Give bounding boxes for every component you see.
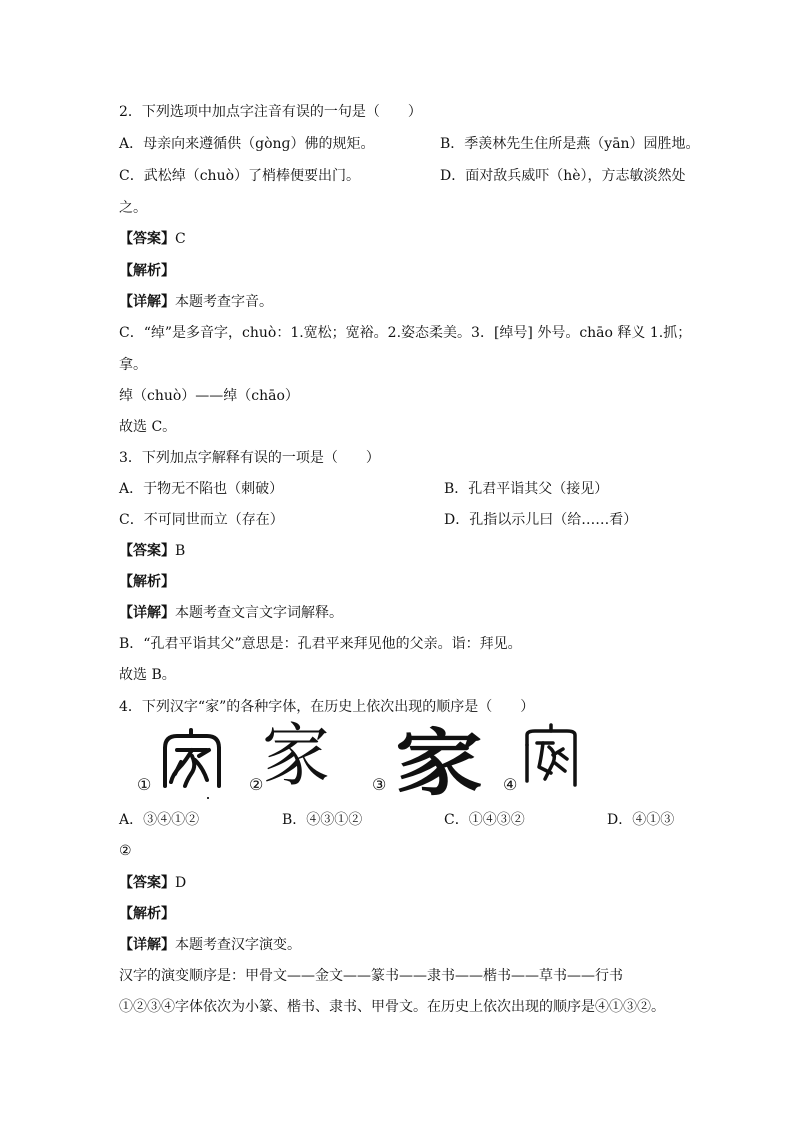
q3-option-c: C．不可同世而立（存在）	[119, 512, 284, 528]
q2-analysis-tag: 【解析】	[119, 263, 175, 279]
answer-tag: 【答案】	[119, 543, 175, 559]
q2-stem: 2．下列选项中加点字注音有误的一句是（ ）	[119, 104, 422, 120]
regular-script-jia-glyph: 家	[262, 717, 331, 796]
q4-stem: 4．下列汉字“家”的各种字体，在历史上依次出现的顺序是（ ）	[119, 699, 535, 715]
seal-script-jia-glyph	[157, 728, 227, 790]
q4-option-d: D．④①③	[607, 812, 675, 828]
answer-value: B	[175, 543, 186, 559]
q2-detail	[119, 292, 273, 312]
detail-tag: 【详解】	[119, 294, 175, 310]
q3-option-a: A．于物无不陷也（刺破）	[119, 481, 284, 497]
q4-option-b: B．④③①②	[282, 812, 363, 828]
q4-explanation-1: 汉字的演变顺序是：甲骨文——金文——篆书——隶书——楷书——草书——行书	[119, 968, 623, 984]
detail-text: 本题考查文言文字词解释。	[175, 605, 343, 621]
q3-detail	[119, 603, 343, 623]
q3-analysis-tag: 【解析】	[119, 574, 175, 590]
glyph-label-1: ①	[137, 775, 152, 794]
detail-text: 本题考查汉字演变。	[175, 937, 301, 953]
detail-tag: 【详解】	[119, 605, 175, 621]
q4-explanation-2: ①②③④字体依次为小篆、楷书、隶书、甲骨文。在历史上依次出现的顺序是④①③②。	[119, 999, 665, 1015]
q2-explanation-3: 绰（chuò）——绰（chāo）	[119, 388, 299, 404]
glyph-label-2: ②	[249, 775, 264, 794]
oracle-bone-jia-glyph	[523, 723, 579, 789]
detail-tag: 【详解】	[119, 937, 175, 953]
q2-option-b: B．季羡林先生住所是燕（yān）园胜地。	[440, 136, 700, 152]
q3-option-b: B．孔君平诣其父（接见）	[444, 481, 609, 497]
q2-answer	[119, 229, 186, 249]
detail-text: 本题考查字音。	[175, 294, 273, 310]
q2-conclusion: 故选 C。	[119, 419, 177, 435]
glyph-label-4: ④	[503, 775, 518, 794]
scan-dot	[207, 797, 209, 799]
q2-option-d-cont: 之。	[119, 200, 147, 216]
q4-option-c: C．①④③②	[444, 812, 525, 828]
q4-analysis-tag: 【解析】	[119, 906, 175, 922]
answer-tag: 【答案】	[119, 875, 175, 891]
q2-option-c: C．武松绰（chuò）了梢棒便要出门。	[119, 168, 361, 184]
q2-option-d: D．面对敌兵威吓（hè），方志敏淡然处	[440, 168, 686, 184]
q4-option-d-cont: ②	[119, 843, 132, 859]
answer-value: C	[175, 231, 186, 247]
q4-answer	[119, 873, 186, 893]
clerical-script-jia-glyph: 家	[395, 721, 483, 805]
q3-answer	[119, 541, 185, 561]
answer-value: D	[175, 875, 187, 891]
q2-explanation-2: 拿。	[119, 357, 147, 373]
q3-explanation-1: B．“孔君平诣其父”意思是：孔君平来拜见他的父亲。诣：拜见。	[119, 636, 522, 652]
q3-option-d: D．孔指以示儿曰（给……看）	[444, 512, 638, 528]
q3-stem: 3．下列加点字解释有误的一项是（ ）	[119, 450, 380, 466]
q4-detail	[119, 935, 301, 955]
q3-conclusion: 故选 B。	[119, 667, 176, 683]
q4-option-a: A．③④①②	[119, 812, 200, 828]
answer-tag: 【答案】	[119, 231, 175, 247]
q2-explanation-1: C．“绰”是多音字，chuò：1.宽松；宽裕。2.姿态柔美。3．[绰号] 外号。chāo 释义 1.抓；	[119, 325, 692, 341]
glyph-label-3: ③	[372, 775, 387, 794]
q2-option-a: A．母亲向来遵循供（gònɡ）佛的规矩。	[119, 136, 375, 152]
